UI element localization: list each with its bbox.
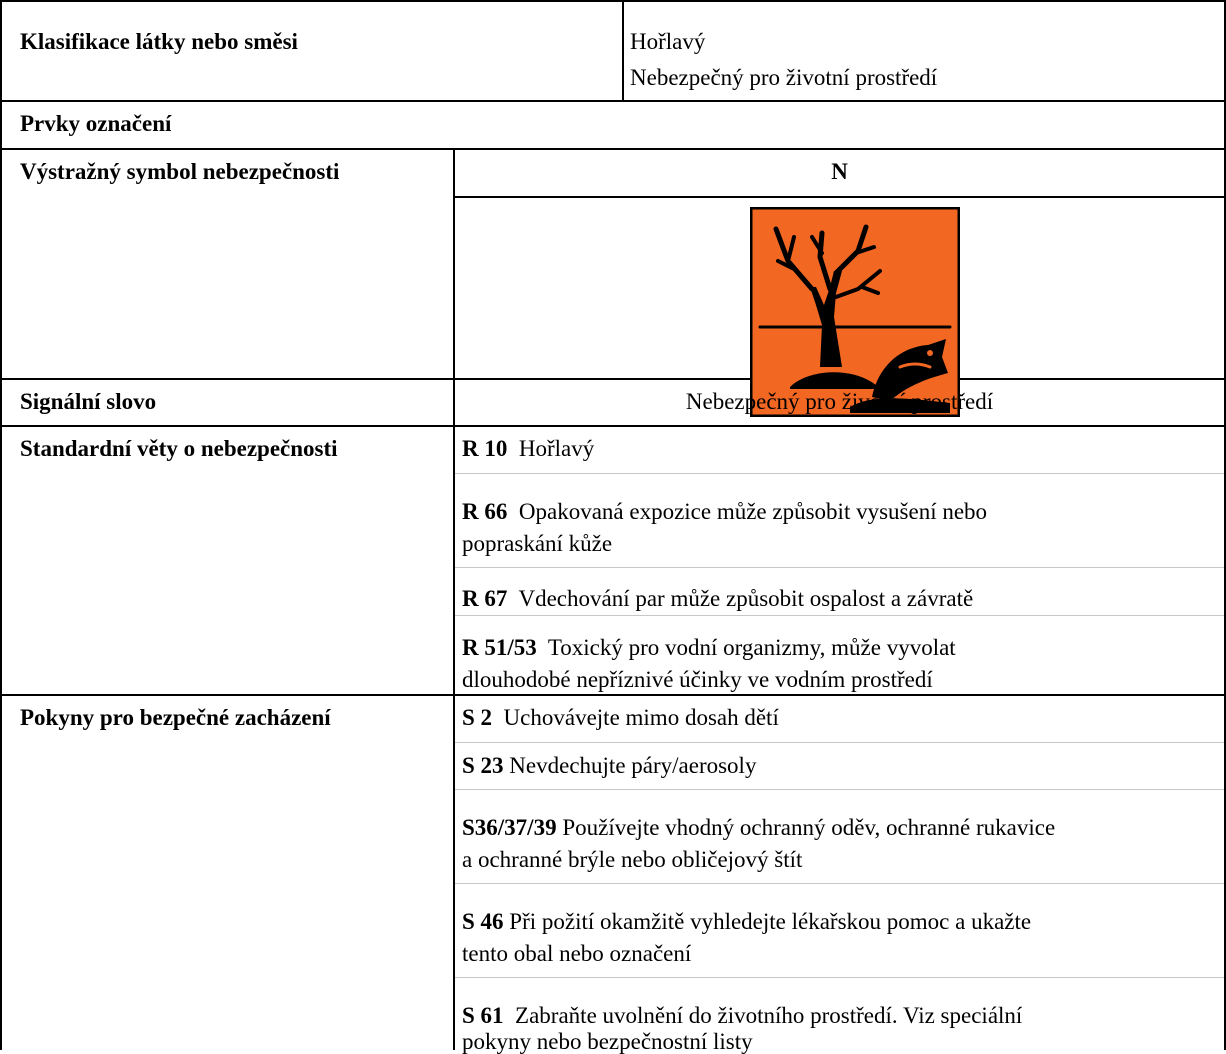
paragraph-divider: [455, 789, 1224, 790]
risk-phrase-code: R 66: [462, 499, 508, 524]
safety-phrase-s23: [462, 750, 756, 782]
risk-phrase-text: Toxický pro vodní organizmy, může vyvolat: [547, 635, 956, 660]
signal-word-label: Signální slovo: [20, 389, 157, 414]
safety-phrase-text: Uchovávejte mimo dosah dětí: [503, 705, 779, 730]
safety-phrase-code: S 61: [462, 1003, 504, 1028]
risk-phrases-label: Standardní věty o nebezpečnosti: [20, 436, 338, 461]
paragraph-divider: [455, 883, 1224, 884]
safety-phrase-code: S 23: [462, 753, 504, 778]
safety-phrase-text: Při požití okamžitě vyhledejte lékařskou pomoc a ukažte: [509, 909, 1032, 934]
risk-phrase-text: Hořlavý: [518, 436, 595, 461]
risk-phrase-text: Opakovaná expozice může způsobit vysušení nebo: [518, 499, 988, 524]
hazard-symbol-code: N: [831, 159, 848, 184]
risk-phrase-r51-53: [462, 632, 956, 664]
safety-phrase-code: S 2: [462, 705, 493, 730]
safety-phrases-label: Pokyny pro bezpečné zacházení: [20, 705, 331, 730]
classification-value: Nebezpečný pro životní prostředí: [630, 65, 938, 90]
safety-phrase-code: S36/37/39: [462, 815, 557, 840]
classification-value: Hořlavý: [630, 29, 706, 54]
classification-label: Klasifikace látky nebo směsi: [20, 29, 298, 54]
label-elements-heading: Prvky označení: [20, 111, 172, 136]
safety-phrase-text: Používejte vhodný ochranný oděv, ochranné rukavice: [562, 815, 1056, 840]
paragraph-divider: [455, 615, 1224, 616]
row-divider: [0, 148, 1226, 150]
risk-phrase-r66: [462, 496, 987, 528]
row-divider: [0, 425, 1226, 427]
safety-phrase-s61-cont: pokyny nebo bezpečnostní listy: [462, 1029, 753, 1054]
safety-phrase-text: Zabraňte uvolnění do životního prostředí. Viz speciální: [515, 1003, 1023, 1028]
risk-phrase-r51-53-cont: dlouhodobé nepříznivé účinky ve vodním prostředí: [462, 667, 933, 692]
safety-phrase-s2: [462, 702, 779, 734]
row-divider: [0, 100, 1226, 102]
risk-phrase-text: Vdechování par může způsobit ospalost a závratě: [518, 586, 974, 611]
hazard-symbol-label: Výstražný symbol nebezpečnosti: [20, 159, 340, 184]
safety-phrase-s36-37-39-cont: a ochranné brýle nebo obličejový štít: [462, 847, 803, 872]
safety-phrase-s46-cont: tento obal nebo označení: [462, 941, 692, 966]
risk-phrase-code: R 51/53: [462, 635, 537, 660]
col-divider: [622, 0, 624, 101]
paragraph-divider: [455, 742, 1224, 743]
table-left-border: [0, 0, 2, 1050]
signal-word-value: Nebezpečný pro životní prostředí: [685, 389, 994, 414]
safety-phrase-s61: [462, 1000, 1022, 1032]
safety-phrase-text: Nevdechujte páry/aerosoly: [509, 753, 757, 778]
paragraph-divider: [455, 473, 1224, 474]
paragraph-divider: [455, 977, 1224, 978]
row-divider: [0, 378, 1226, 380]
safety-phrase-code: S 46: [462, 909, 504, 934]
risk-phrase-r67: [462, 583, 973, 615]
risk-phrase-code: R 10: [462, 436, 508, 461]
risk-phrase-r66-cont: popraskání kůže: [462, 531, 613, 556]
col-divider: [453, 148, 455, 1050]
safety-phrase-s46: [462, 906, 1031, 938]
risk-phrase-code: R 67: [462, 586, 508, 611]
paragraph-divider: [455, 567, 1224, 568]
safety-phrase-s36-37-39: [462, 812, 1055, 844]
risk-phrase-r10: [462, 433, 594, 465]
cell-divider: [453, 196, 1226, 198]
table-top-border: [0, 0, 1226, 2]
